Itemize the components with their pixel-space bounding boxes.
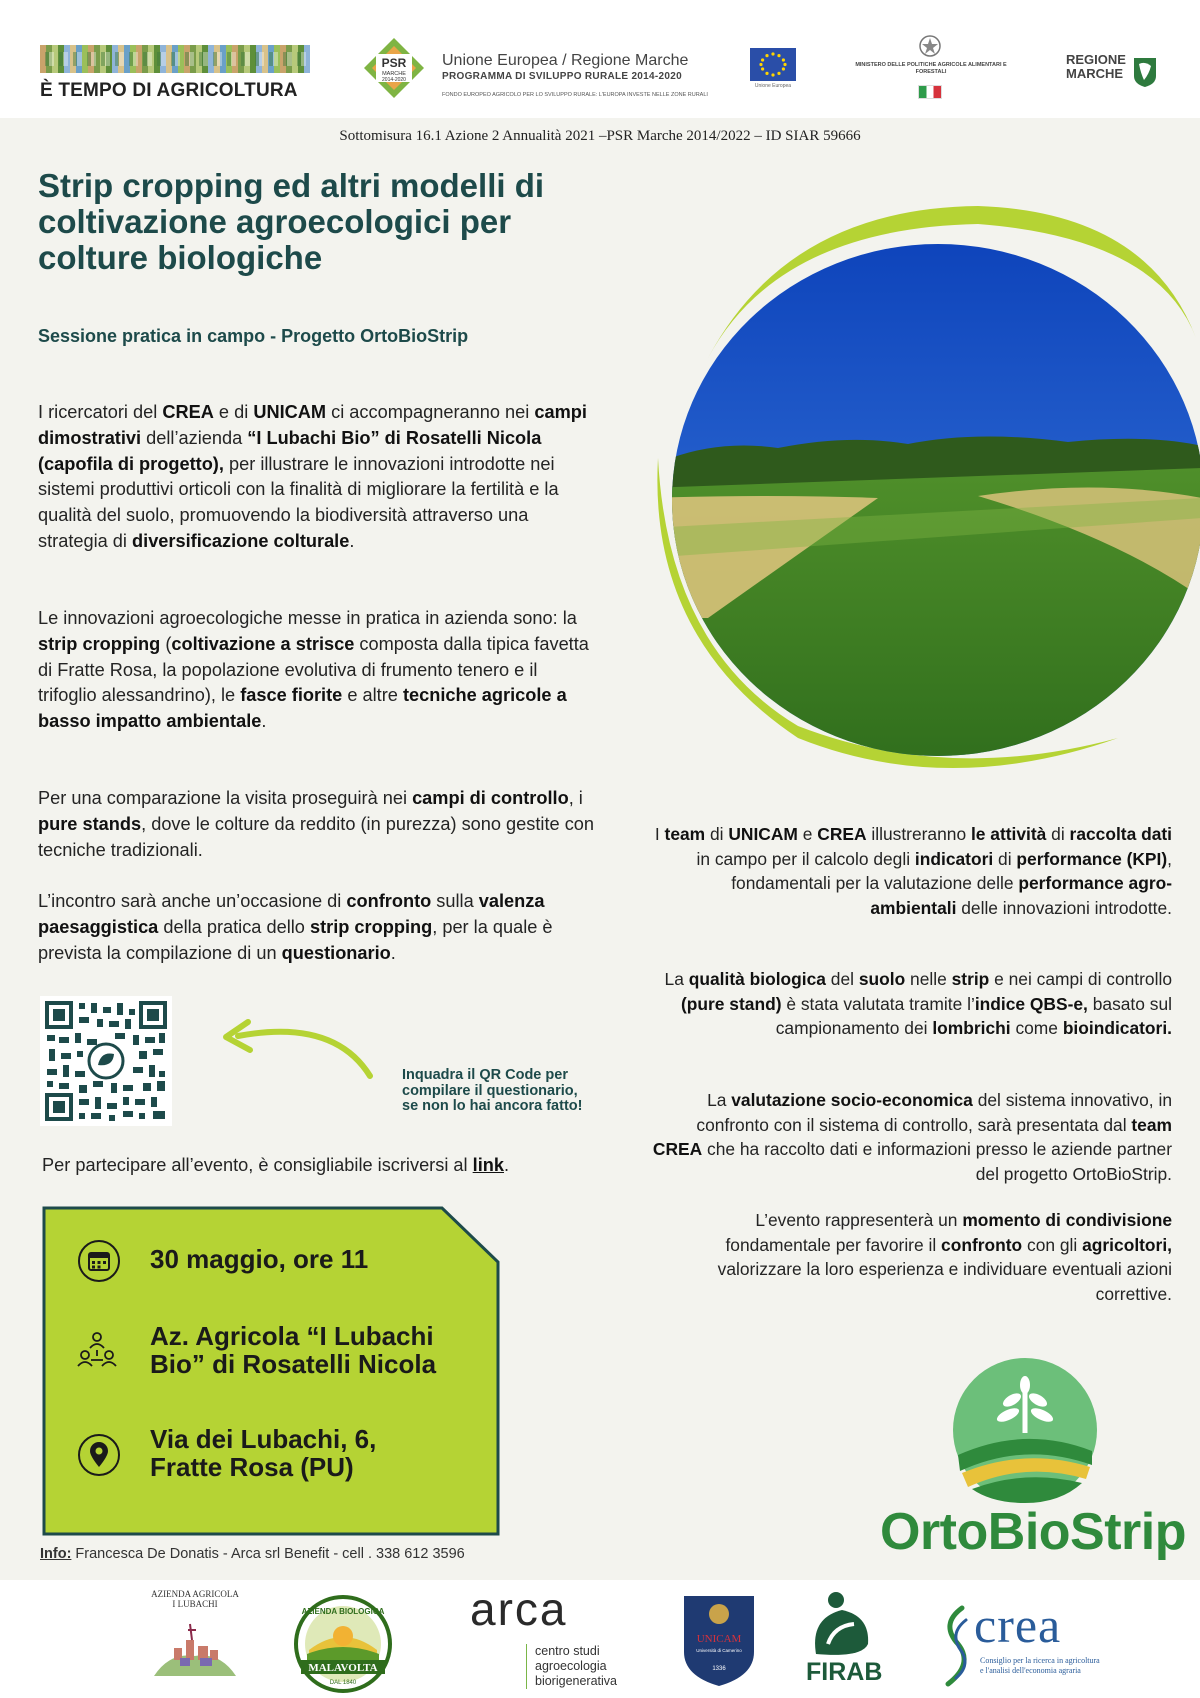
- text-run: La: [707, 1090, 732, 1110]
- text-run: dell’azienda: [141, 427, 248, 448]
- emphasis-run: momento di condivisione: [962, 1210, 1172, 1230]
- registration-line: [42, 1155, 509, 1176]
- crea-swirl-icon: [936, 1604, 976, 1688]
- text-run: della pratica dello: [158, 916, 310, 937]
- arca-logo-wordmark: arca: [470, 1583, 568, 1635]
- ministry-label: MINISTERO DELLE POLITICHE AGRICOLE ALIMENTARI E FORESTALI: [855, 62, 1007, 76]
- event-date: 30 maggio, ore 11: [150, 1244, 369, 1274]
- text-run: I ricercatori del: [38, 402, 163, 422]
- malavolta-arc-text: AZIENDA BIOLOGICA: [301, 1607, 385, 1616]
- text-run: valorizzare la loro esperienza e individuare eventuali azioni correttive.: [717, 1259, 1172, 1304]
- psr-program: PROGRAMMA DI SVILUPPO RURALE 2014-2020: [442, 71, 682, 82]
- event-host-line-1: Az. Agricola “I Lubachi: [150, 1321, 434, 1351]
- text-run: del sistema innovativo, in confronto con il sistema di controllo, sarà presentata dal: [696, 1090, 1172, 1135]
- emphasis-run: performance agro-ambientali: [870, 873, 1172, 918]
- text-run: per illustrare le innovazioni introdotte nei sistemi produttivi orticoli con la finalità di migliorare la fertilità e la qualità del suolo, promuovendo la biodiversità attraverso una strategia di: [38, 453, 559, 551]
- regione-line-1: REGIONE: [1066, 52, 1126, 67]
- arca-sub-line-2: agroecologia: [535, 1659, 607, 1673]
- registration-text: Per partecipare all’evento, è consigliabile iscriversi al: [42, 1155, 473, 1175]
- registration-end: .: [503, 1155, 510, 1175]
- emphasis-run: (pure stand): [681, 993, 782, 1014]
- emphasis-run: qualità biologica: [688, 969, 826, 989]
- italian-republic-emblem-icon: [918, 34, 942, 58]
- emphasis-run: valutazione socio-economica: [731, 1090, 973, 1110]
- text-run: .: [390, 942, 396, 963]
- emphasis-run: team CREA: [652, 1114, 1172, 1160]
- event-host: [150, 1322, 436, 1378]
- emphasis-run: bioindicatori.: [1062, 1018, 1172, 1039]
- ortobiostrip-logo-icon: [950, 1355, 1100, 1505]
- emphasis-run: diversificazione colturale: [132, 530, 350, 551]
- lubachi-village-illustration: [150, 1618, 240, 1680]
- emphasis-run: confronto: [941, 1234, 1023, 1255]
- arca-sub-line-3: biorigenerativa: [535, 1674, 617, 1688]
- text-run: L’incontro sarà anche un’occasione di: [38, 891, 347, 911]
- text-run: nelle: [905, 969, 952, 989]
- info-line: [40, 1546, 465, 1562]
- emphasis-run: raccolta dati: [1069, 824, 1172, 844]
- text-run: delle innovazioni introdotte.: [956, 897, 1172, 918]
- text-run: Le innovazioni agroecologiche messe in pratica in azienda sono: la: [38, 608, 577, 628]
- qr-code[interactable]: [40, 996, 172, 1126]
- text-run: La: [664, 969, 689, 989]
- firab-leaf-icon: [806, 1588, 876, 1660]
- text-run: illustreranno: [866, 824, 971, 844]
- text-run: con gli: [1022, 1234, 1083, 1255]
- info-label: Info:: [40, 1546, 72, 1562]
- crea-subtitle: Consiglio per la ricerca in agricoltura e l'analisi dell'economia agraria: [980, 1656, 1100, 1675]
- emphasis-run: campi dimostrativi: [38, 402, 587, 448]
- text-run: in campo per il calcolo degli: [696, 848, 915, 869]
- intro-paragraph: [38, 400, 598, 555]
- text-run: come: [1010, 1018, 1063, 1039]
- emphasis-run: suolo: [858, 969, 906, 989]
- text-run: , per la quale è prevista la compilazione di un: [38, 916, 553, 963]
- text-run: sulla: [431, 891, 479, 911]
- text-run: ci accompagneranno nei: [326, 402, 535, 422]
- text-run: , dove le colture da reddito (in purezza) sono gestite con tecniche tradizionali.: [38, 813, 595, 860]
- event-address-line-2: Fratte Rosa (PU): [150, 1452, 354, 1482]
- arca-subtitle: [526, 1644, 617, 1689]
- emphasis-run: campi di controllo: [412, 788, 569, 808]
- emphasis-run: strip cropping: [38, 633, 161, 654]
- innovations-paragraph: [38, 606, 598, 735]
- comparison-paragraph: [38, 786, 598, 863]
- italian-flag-icon: [918, 85, 942, 99]
- people-icon: [74, 1328, 120, 1374]
- text-run: fondamentale per favorire il: [725, 1234, 942, 1255]
- psr-title: Unione Europea / Regione Marche: [442, 52, 689, 69]
- text-run: del: [825, 969, 859, 989]
- text-run: e di: [213, 402, 254, 422]
- emphasis-run: CREA: [817, 824, 867, 844]
- text-run: (: [160, 633, 172, 654]
- info-contact: Francesca De Donatis - Arca srl Benefit - cell . 338 612 3596: [71, 1546, 465, 1562]
- emphasis-run: le attività: [970, 824, 1047, 844]
- text-run: di: [705, 824, 729, 844]
- emphasis-run: indice QBS-e,: [974, 993, 1088, 1014]
- emphasis-run: fasce fiorite: [240, 685, 343, 706]
- text-run: è stata valutata tramite l’: [781, 993, 975, 1014]
- registration-link[interactable]: link: [472, 1155, 504, 1175]
- text-run: e altre: [342, 685, 403, 706]
- text-run: Per una comparazione la visita proseguirà nei: [38, 788, 413, 808]
- emphasis-run: confronto: [346, 891, 432, 911]
- event-address: [150, 1425, 376, 1481]
- text-run: , fondamentali per la valutazione delle: [731, 848, 1172, 894]
- text-run: di: [1046, 824, 1070, 844]
- lubachi-logo-title: AZIENDA AGRICOLA I LUBACHI: [151, 1589, 239, 1609]
- psr-fund-note: FONDO EUROPEO AGRICOLO PER LO SVILUPPO RURALE: L'EUROPA INVESTE NELLE ZONE RURALI: [442, 92, 708, 98]
- unicam-year: 1336: [712, 1666, 726, 1672]
- firab-wordmark: FIRAB: [806, 1658, 883, 1686]
- curved-arrow-icon: [214, 1012, 374, 1082]
- tempo-agricoltura-label: È TEMPO DI AGRICOLTURA: [40, 80, 298, 101]
- ortobiostrip-wordmark: OrtoBioStrip: [880, 1503, 1186, 1561]
- emphasis-run: indicatori: [914, 848, 994, 869]
- emphasis-run: UNICAM: [253, 402, 327, 422]
- emphasis-run: strip cropping: [309, 916, 433, 937]
- crea-wordmark: crea: [974, 1597, 1062, 1653]
- unicam-name: UNICAM: [696, 1633, 742, 1645]
- text-run: e: [797, 824, 818, 844]
- eu-flag-icon: [750, 48, 796, 81]
- text-run: basato sul campionamento dei: [775, 993, 1172, 1039]
- regione-marche-shield-icon: [1132, 56, 1158, 88]
- socio-economic-paragraph: [650, 1088, 1172, 1186]
- field-photo: [648, 198, 1200, 778]
- kpi-paragraph: [650, 822, 1172, 920]
- emphasis-run: UNICAM: [728, 824, 798, 844]
- malavolta-badge-logo: [287, 1594, 399, 1694]
- calendar-icon: [76, 1238, 122, 1284]
- regione-marche-label: [1066, 53, 1126, 82]
- emphasis-run: tecniche agricole a basso impatto ambientale: [38, 685, 567, 732]
- emphasis-run: CREA: [162, 402, 214, 422]
- landscape-paragraph: [38, 889, 608, 966]
- session-subtitle: Sessione pratica in campo - Progetto OrtoBioStrip: [38, 326, 469, 346]
- emphasis-run: lombrichi: [932, 1018, 1011, 1039]
- text-run: e nei campi di controllo: [989, 969, 1172, 989]
- emphasis-run: agricoltori,: [1082, 1234, 1172, 1255]
- submeasure-line: Sottomisura 16.1 Azione 2 Annualità 2021 –PSR Marche 2014/2022 – ID SIAR 59666: [339, 128, 861, 144]
- qr-instruction: Inquadra il QR Code per compilare il questionario, se non lo hai ancora fatto!: [402, 1067, 583, 1114]
- event-address-line-1: Via dei Lubachi, 6,: [150, 1424, 377, 1454]
- text-run: .: [349, 530, 355, 551]
- emphasis-run: valenza paesaggistica: [38, 891, 545, 937]
- text-run: , i: [568, 788, 583, 808]
- location-pin-icon: [76, 1432, 122, 1478]
- emphasis-run: questionario: [281, 942, 391, 963]
- psr-badge-top: PSR: [381, 56, 407, 70]
- emphasis-run: “I Lubachi Bio” di Rosatelli Nicola (capofila di progetto),: [38, 427, 542, 474]
- malavolta-name: MALAVOLTA: [308, 1662, 378, 1674]
- regione-line-2: MARCHE: [1066, 66, 1124, 82]
- arca-sub-line-1: centro studi: [535, 1644, 600, 1658]
- psr-badge-bottom: 2014-2020: [382, 77, 406, 83]
- text-run: composta dalla tipica favetta di Fratte Rosa, la popolazione evolutiva di frumento tenero e il trifoglio alessandrino), le: [38, 633, 589, 706]
- psr-badge-mid: MARCHE: [382, 71, 406, 77]
- soil-quality-paragraph: [650, 967, 1172, 1041]
- text-run: .: [261, 711, 267, 732]
- emphasis-run: team: [664, 824, 706, 844]
- unicam-shield-logo: [680, 1592, 758, 1688]
- unicam-sub: Università di Camerino: [696, 1648, 742, 1653]
- psr-logo-icon: [362, 36, 426, 100]
- tempo-pixel-logo-overlay: [40, 52, 310, 66]
- malavolta-year: DAL 1840: [329, 1680, 357, 1686]
- event-host-line-2: Bio” di Rosatelli Nicola: [150, 1349, 437, 1379]
- text-run: che ha raccolto dati e informazioni presso le aziende partner del progetto OrtoBioStrip.: [702, 1139, 1172, 1184]
- emphasis-run: performance (KPI): [1016, 848, 1168, 869]
- eu-caption: Unione Europea: [754, 83, 792, 89]
- page-title: Strip cropping ed altri modelli di coltivazione agroecologici per colture biologiche: [38, 167, 545, 276]
- text-run: di: [993, 848, 1017, 869]
- sharing-paragraph: [650, 1208, 1172, 1306]
- text-run: I: [654, 824, 665, 844]
- emphasis-run: coltivazione a strisce: [171, 633, 355, 654]
- emphasis-run: strip: [951, 969, 990, 989]
- text-run: L’evento rappresenterà un: [755, 1210, 963, 1230]
- emphasis-run: pure stands: [38, 813, 142, 834]
